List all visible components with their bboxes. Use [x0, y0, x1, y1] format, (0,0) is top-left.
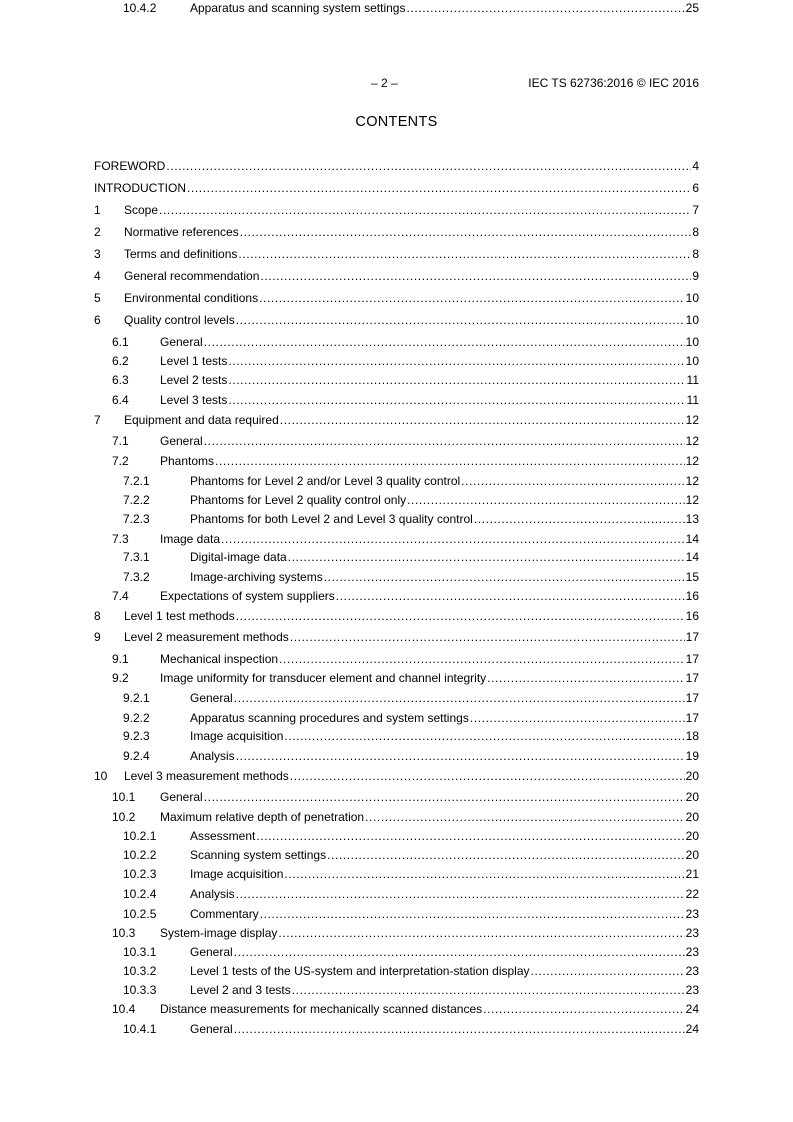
- toc-entry-number: 6.1: [112, 335, 129, 349]
- toc-entry-page: 21: [685, 867, 699, 881]
- toc-entry[interactable]: [94, 768, 699, 784]
- toc-entry-number: 10.3.2: [123, 964, 157, 978]
- toc-leader-dots: [365, 809, 685, 825]
- toc-entry-label: FOREWORD: [94, 159, 166, 173]
- toc-entry[interactable]: [94, 925, 699, 941]
- toc-entry-number: 4: [94, 269, 101, 283]
- toc-entry-number: 10.2.2: [123, 848, 157, 862]
- toc-entry-label: Normative references: [124, 225, 239, 239]
- toc-leader-dots: [407, 492, 685, 508]
- toc-entry[interactable]: [94, 789, 699, 805]
- toc-entry-label: Level 3 measurement methods: [124, 769, 289, 783]
- toc-entry[interactable]: [94, 372, 699, 388]
- toc-entry[interactable]: [94, 158, 699, 174]
- toc-leader-dots: [292, 982, 685, 998]
- toc-entry-page: 11: [686, 373, 699, 387]
- toc-entry-number: 6: [94, 313, 101, 327]
- toc-entry[interactable]: [94, 453, 699, 469]
- toc-entry-label: Equipment and data required: [124, 413, 279, 427]
- toc-entry[interactable]: [94, 690, 699, 706]
- toc-entry[interactable]: [94, 866, 699, 882]
- page-number: – 2 –: [371, 76, 398, 90]
- toc-leader-dots: [474, 511, 685, 527]
- toc-entry-page: 9: [692, 269, 699, 283]
- toc-entry-page: 19: [685, 749, 699, 763]
- toc-entry-number: 9.2: [112, 671, 129, 685]
- toc-entry-label: Level 2 measurement methods: [124, 630, 289, 644]
- toc-leader-dots: [461, 473, 684, 489]
- toc-entry-page: 10: [685, 291, 699, 305]
- toc-entry-label: Level 1 test methods: [124, 609, 235, 623]
- toc-entry-page: 8: [692, 225, 699, 239]
- toc-entry-label: Image-archiving systems: [190, 570, 323, 584]
- toc-entry-number: 3: [94, 247, 101, 261]
- toc-entry-label: General: [190, 1022, 233, 1036]
- toc-entry-page: 22: [685, 887, 699, 901]
- toc-entry-page: 11: [686, 393, 699, 407]
- toc-entry-page: 6: [692, 181, 699, 195]
- toc-entry-page: 17: [685, 671, 699, 685]
- toc-entry[interactable]: [94, 268, 699, 284]
- toc-entry-page: 20: [685, 810, 699, 824]
- toc-entry-page: 18: [685, 729, 699, 743]
- toc-entry[interactable]: [94, 710, 699, 726]
- toc-leader-dots: [236, 312, 685, 328]
- toc-entry-page: 4: [692, 159, 699, 173]
- toc-entry-label: Level 1 tests of the US-system and interpretation-station display: [190, 964, 530, 978]
- toc-entry-number: 10.3.1: [123, 945, 157, 959]
- toc-entry[interactable]: [94, 290, 699, 306]
- toc-entry-label: Commentary: [190, 907, 259, 921]
- toc-leader-dots: [204, 789, 685, 805]
- toc-entry-label: General: [190, 945, 233, 959]
- toc-entry-number: 10.2: [112, 810, 136, 824]
- toc-leader-dots: [204, 334, 685, 350]
- toc-entry[interactable]: [94, 906, 699, 922]
- toc-leader-dots: [284, 866, 684, 882]
- toc-entry[interactable]: [94, 492, 699, 508]
- toc-leader-dots: [187, 180, 691, 196]
- toc-entry[interactable]: [94, 569, 699, 585]
- toc-entry-label: General: [160, 790, 203, 804]
- toc-leader-dots: [260, 906, 685, 922]
- toc-entry[interactable]: [94, 511, 699, 527]
- toc-entry-number: 9.1: [112, 652, 129, 666]
- toc-leader-dots: [324, 569, 685, 585]
- toc-entry[interactable]: [94, 392, 699, 408]
- toc-entry-number: 2: [94, 225, 101, 239]
- toc-entry[interactable]: [94, 246, 699, 262]
- toc-leader-dots: [279, 651, 685, 667]
- toc-leader-dots: [278, 925, 684, 941]
- toc-entry[interactable]: [94, 202, 699, 218]
- toc-entry-label: Apparatus scanning procedures and system settings: [190, 711, 469, 725]
- toc-entry[interactable]: [94, 944, 699, 960]
- toc-entry-page: 23: [685, 983, 699, 997]
- toc-leader-dots: [406, 0, 684, 16]
- toc-entry-number: 9.2.2: [123, 711, 150, 725]
- toc-leader-dots: [234, 690, 685, 706]
- toc-entry-number: 10.2.1: [123, 829, 157, 843]
- toc-leader-dots: [240, 224, 692, 240]
- toc-entry[interactable]: [94, 963, 699, 979]
- toc-entry[interactable]: [94, 828, 699, 844]
- toc-leader-dots: [256, 828, 684, 844]
- toc-entry[interactable]: [94, 670, 699, 686]
- toc-entry-number: 7.2.3: [123, 512, 150, 526]
- toc-entry-label: Scope: [124, 203, 159, 217]
- toc-entry-label: System-image display: [160, 926, 278, 940]
- toc-entry[interactable]: [94, 629, 699, 645]
- toc-entry-number: 6.3: [112, 373, 129, 387]
- toc-entry-number: 9.2.4: [123, 749, 150, 763]
- toc-entry-label: General: [160, 335, 203, 349]
- document-id: IEC TS 62736:2016 © IEC 2016: [528, 76, 699, 90]
- toc-leader-dots: [236, 748, 685, 764]
- toc-entry-page: 10: [685, 313, 699, 327]
- toc-entry-number: 6.2: [112, 354, 129, 368]
- toc-entry-page: 17: [685, 711, 699, 725]
- toc-entry-page: 12: [685, 474, 699, 488]
- toc-entry[interactable]: [94, 809, 699, 825]
- toc-leader-dots: [234, 944, 685, 960]
- toc-entry-label: General: [160, 434, 203, 448]
- toc-entry-label: Level 3 tests: [160, 393, 228, 407]
- toc-leader-dots: [259, 290, 685, 306]
- page-title: CONTENTS: [355, 114, 438, 130]
- toc-leader-dots: [166, 158, 691, 174]
- toc-entry-label: General: [190, 691, 233, 705]
- toc-entry-label: Mechanical inspection: [160, 652, 279, 666]
- toc-entry[interactable]: [94, 433, 699, 449]
- toc-entry[interactable]: [94, 531, 699, 547]
- toc-entry-page: 20: [685, 769, 699, 783]
- toc-entry-page: 24: [685, 1002, 699, 1016]
- toc-entry-label: INTRODUCTION: [94, 181, 186, 195]
- toc-entry-page: 12: [685, 493, 699, 507]
- toc-entry-label: Terms and definitions: [124, 247, 238, 261]
- toc-entry-label: Digital-image data: [190, 550, 287, 564]
- toc-entry-page: 24: [685, 1022, 699, 1036]
- toc-entry[interactable]: [94, 651, 699, 667]
- toc-entry-label: Image data: [160, 532, 221, 546]
- toc-leader-dots: [159, 202, 691, 218]
- toc-entry[interactable]: [94, 473, 699, 489]
- toc-leader-dots: [470, 710, 685, 726]
- toc-entry-label: Phantoms for Level 2 quality control only: [190, 493, 407, 507]
- toc-entry-page: 20: [685, 790, 699, 804]
- toc-entry-page: 20: [685, 829, 699, 843]
- toc-entry-page: 13: [685, 512, 699, 526]
- toc-entry-page: 12: [685, 434, 699, 448]
- toc-entry[interactable]: [94, 748, 699, 764]
- toc-entry[interactable]: [94, 0, 699, 16]
- toc-entry-label: Image acquisition: [190, 729, 284, 743]
- toc-leader-dots: [228, 392, 685, 408]
- toc-entry-page: 17: [685, 691, 699, 705]
- toc-entry-page: 16: [685, 609, 699, 623]
- toc-leader-dots: [284, 728, 684, 744]
- toc-entry[interactable]: [94, 847, 699, 863]
- toc-entry-label: Distance measurements for mechanically scanned distances: [160, 1002, 483, 1016]
- toc-entry-label: Analysis: [190, 749, 235, 763]
- toc-entry-label: Scanning system settings: [190, 848, 327, 862]
- toc-entry-page: 17: [685, 652, 699, 666]
- toc-leader-dots: [228, 353, 684, 369]
- toc-leader-dots: [290, 629, 685, 645]
- toc-leader-dots: [215, 453, 685, 469]
- toc-entry-number: 10.1: [112, 790, 136, 804]
- toc-entry-label: General recommendation: [124, 269, 260, 283]
- page-header: [94, 76, 699, 92]
- toc-entry-number: 10.3.3: [123, 983, 157, 997]
- toc-entry-number: 7.2: [112, 454, 129, 468]
- toc-entry[interactable]: [94, 224, 699, 240]
- toc-entry-number: 7.2.1: [123, 474, 150, 488]
- toc-leader-dots: [236, 608, 685, 624]
- toc-entry-number: 7.3: [112, 532, 129, 546]
- toc-entry-page: 23: [685, 964, 699, 978]
- toc-entry-number: 7.4: [112, 589, 129, 603]
- toc-entry-page: 8: [692, 247, 699, 261]
- toc-entry[interactable]: [94, 982, 699, 998]
- toc-entry-number: 1: [94, 203, 101, 217]
- toc-entry-label: Quality control levels: [124, 313, 235, 327]
- toc-entry-number: 7.3.1: [123, 550, 150, 564]
- toc-leader-dots: [236, 886, 685, 902]
- toc-entry[interactable]: [94, 728, 699, 744]
- toc-entry-page: 23: [685, 926, 699, 940]
- toc-entry-label: Phantoms for both Level 2 and Level 3 quality control: [190, 512, 473, 526]
- toc-entry-label: Phantoms for Level 2 and/or Level 3 quality control: [190, 474, 461, 488]
- toc-entry-page: 14: [685, 532, 699, 546]
- toc-entry-page: 7: [692, 203, 699, 217]
- toc-leader-dots: [228, 372, 685, 388]
- toc-entry-number: 6.4: [112, 393, 129, 407]
- toc-leader-dots: [288, 549, 685, 565]
- toc-entry[interactable]: [94, 1001, 699, 1017]
- toc-entry-number: 10.4: [112, 1002, 136, 1016]
- toc-entry-label: Level 1 tests: [160, 354, 228, 368]
- toc-entry-number: 10.2.3: [123, 867, 157, 881]
- toc-leader-dots: [531, 963, 685, 979]
- toc-entry-page: 12: [685, 413, 699, 427]
- toc-entry[interactable]: [94, 1021, 699, 1037]
- toc-entry-label: Maximum relative depth of penetration: [160, 810, 365, 824]
- toc-entry-label: Environmental conditions: [124, 291, 259, 305]
- toc-entry-page: 23: [685, 945, 699, 959]
- toc-leader-dots: [290, 768, 685, 784]
- toc-entry[interactable]: [94, 588, 699, 604]
- toc-leader-dots: [280, 412, 685, 428]
- toc-entry-number: 7: [94, 413, 101, 427]
- toc-leader-dots: [238, 246, 691, 262]
- toc-entry[interactable]: [94, 180, 699, 196]
- toc-entry-page: 10: [685, 335, 699, 349]
- toc-entry-number: 8: [94, 609, 101, 623]
- toc-entry-number: 10.4.2: [123, 1, 157, 15]
- toc-entry-page: 20: [685, 848, 699, 862]
- toc-entry-page: 25: [685, 1, 699, 15]
- toc-entry-number: 9.2.1: [123, 691, 150, 705]
- toc-entry[interactable]: [94, 886, 699, 902]
- toc-leader-dots: [487, 670, 684, 686]
- toc-entry-number: 10.3: [112, 926, 136, 940]
- toc-entry[interactable]: [94, 312, 699, 328]
- toc-entry-number: 7.3.2: [123, 570, 150, 584]
- toc-entry-number: 10.2.5: [123, 907, 157, 921]
- toc-entry-number: 10: [94, 769, 108, 783]
- toc-entry-page: 15: [685, 570, 699, 584]
- toc-entry-page: 16: [685, 589, 699, 603]
- toc-entry-page: 17: [685, 630, 699, 644]
- toc-entry[interactable]: [94, 353, 699, 369]
- toc-entry-number: 10.4.1: [123, 1022, 157, 1036]
- toc-entry-number: 9.2.3: [123, 729, 150, 743]
- toc-entry[interactable]: [94, 549, 699, 565]
- toc-entry-label: Phantoms: [160, 454, 215, 468]
- toc-leader-dots: [336, 588, 685, 604]
- toc-leader-dots: [221, 531, 685, 547]
- toc-entry-page: 14: [685, 550, 699, 564]
- toc-leader-dots: [327, 847, 685, 863]
- toc-leader-dots: [483, 1001, 684, 1017]
- toc-entry-label: Image acquisition: [190, 867, 284, 881]
- toc-leader-dots: [234, 1021, 685, 1037]
- toc-entry-number: 7.1: [112, 434, 129, 448]
- toc-entry-label: Apparatus and scanning system settings: [190, 1, 406, 15]
- toc-entry-label: Image uniformity for transducer element and channel integrity: [160, 671, 487, 685]
- toc-entry-label: Expectations of system suppliers: [160, 589, 335, 603]
- toc-leader-dots: [260, 268, 691, 284]
- toc-entry-page: 23: [685, 907, 699, 921]
- toc-entry[interactable]: [94, 412, 699, 428]
- toc-entry-page: 12: [685, 454, 699, 468]
- toc-entry-page: 10: [685, 354, 699, 368]
- toc-entry[interactable]: [94, 334, 699, 350]
- toc-leader-dots: [204, 433, 685, 449]
- toc-entry-number: 9: [94, 630, 101, 644]
- toc-entry-label: Analysis: [190, 887, 235, 901]
- toc-entry-number: 5: [94, 291, 101, 305]
- toc-entry-number: 10.2.4: [123, 887, 157, 901]
- toc-entry-label: Assessment: [190, 829, 256, 843]
- toc-entry[interactable]: [94, 608, 699, 624]
- toc-entry-label: Level 2 and 3 tests: [190, 983, 291, 997]
- toc-entry-label: Level 2 tests: [160, 373, 228, 387]
- toc-entry-number: 7.2.2: [123, 493, 150, 507]
